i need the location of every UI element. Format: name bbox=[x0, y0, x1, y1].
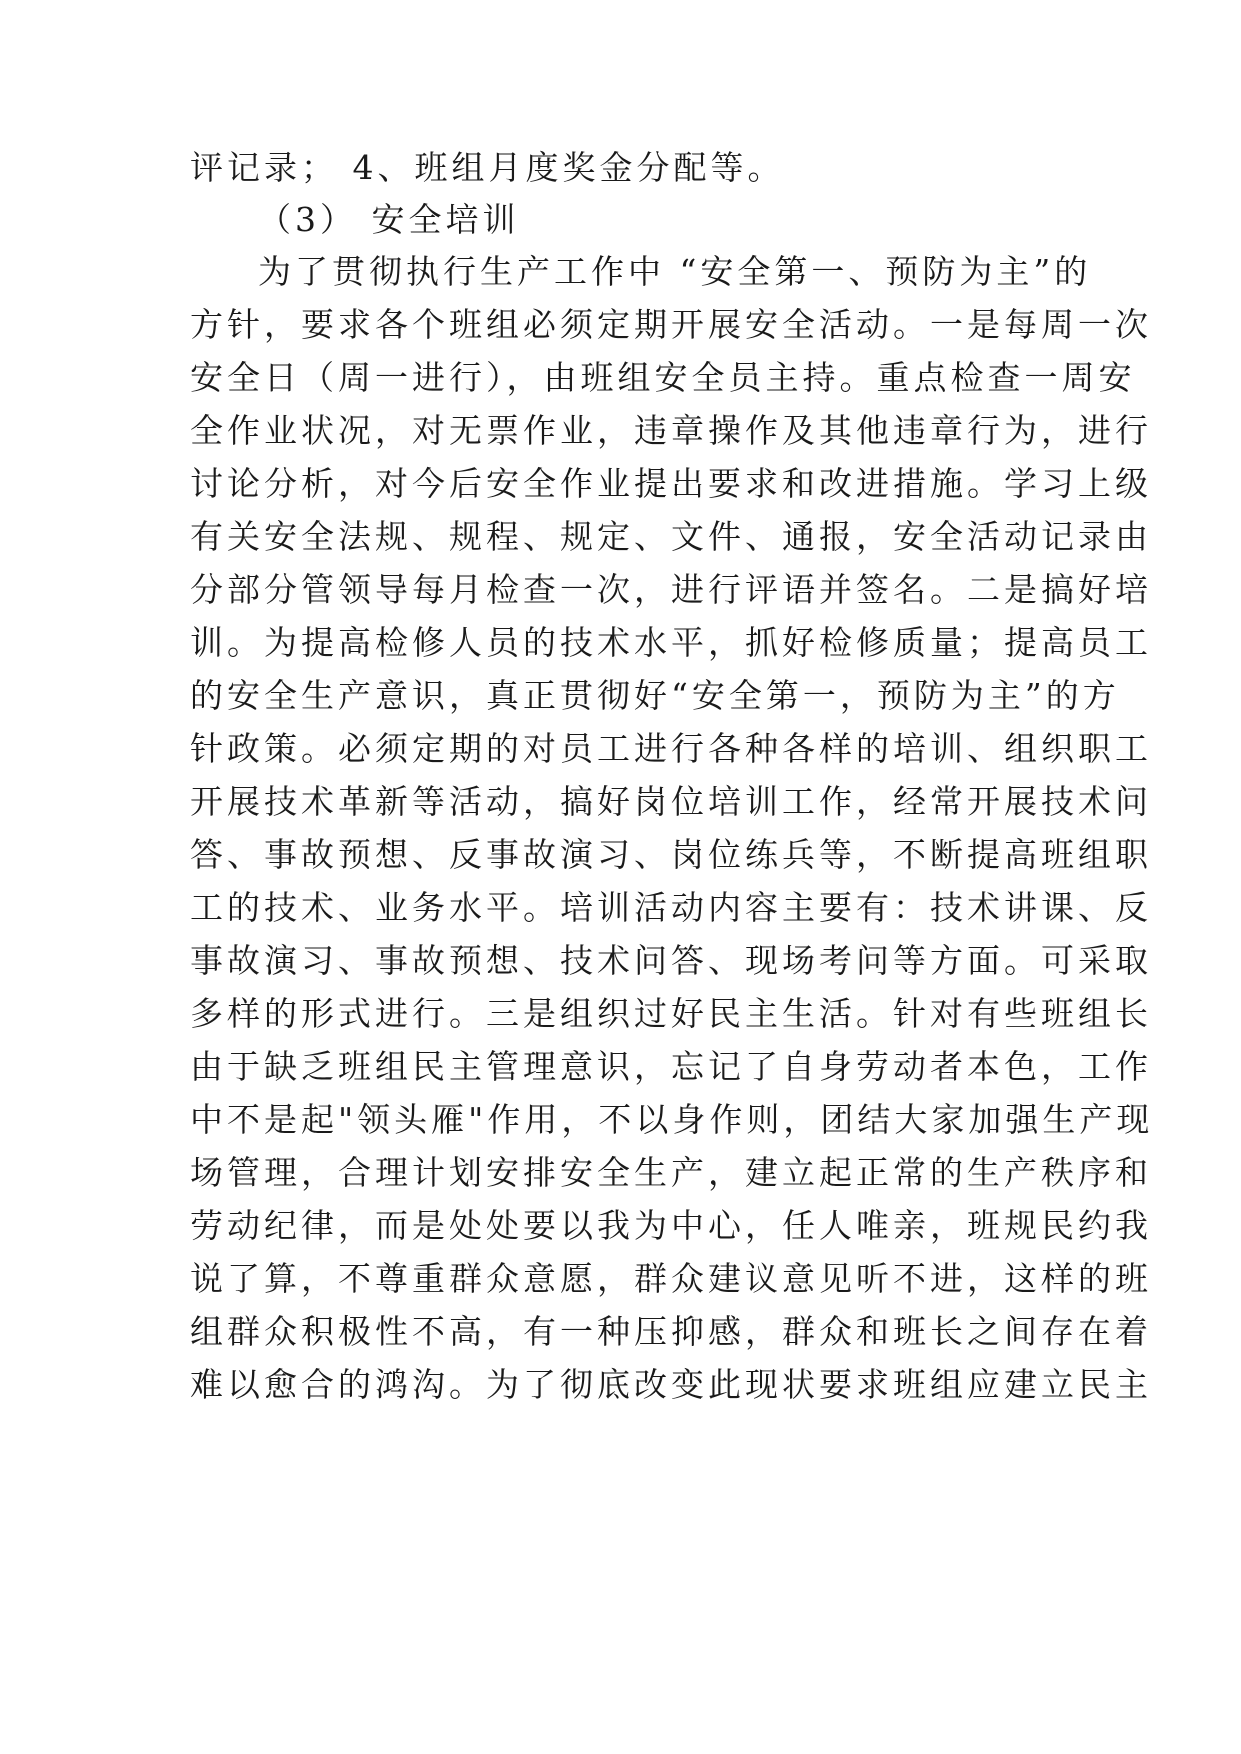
text-line-7: 讨论分析，对今后安全作业提出要求和改进措施。学习上级 bbox=[190, 464, 1152, 503]
text-line-19: 中不是起"领头雁"作用，不以身作则，团结大家加强生产现 bbox=[190, 1100, 1154, 1139]
text-line-12: 针政策。必须定期的对员工进行各种各样的培训、组织职工 bbox=[190, 729, 1152, 768]
text-line-13: 开展技术革新等活动，搞好岗位培训工作，经常开展技术问 bbox=[190, 782, 1152, 821]
text-line-4: 方针，要求各个班组必须定期开展安全活动。一是每周一次 bbox=[190, 305, 1152, 344]
text-line-18: 由于缺乏班组民主管理意识，忘记了自身劳动者本色，工作 bbox=[190, 1047, 1152, 1086]
text-line-11: 的安全生产意识，真正贯彻好“安全第一，预防为主”的方 bbox=[190, 676, 1120, 715]
text-line-1: 评记录； 4、班组月度奖金分配等。 bbox=[190, 148, 785, 187]
text-line-21: 劳动纪律，而是处处要以我为中心，任人唯亲，班规民约我 bbox=[190, 1206, 1152, 1245]
text-line-10: 训。为提高检修人员的技术水平，抓好检修质量；提高员工 bbox=[190, 623, 1152, 662]
paragraph-first-line: 为了贯彻执行生产工作中 “安全第一、预防为主”的 bbox=[258, 252, 1092, 291]
text-line-23: 组群众积极性不高，有一种压抑感，群众和班长之间存在着 bbox=[190, 1312, 1152, 1351]
text-line-16: 事故演习、事故预想、技术问答、现场考问等方面。可采取 bbox=[190, 941, 1152, 980]
text-line-15: 工的技术、业务水平。培训活动内容主要有：技术讲课、反 bbox=[190, 888, 1152, 927]
text-line-20: 场管理，合理计划安排安全生产，建立起正常的生产秩序和 bbox=[190, 1153, 1152, 1192]
text-line-14: 答、事故预想、反事故演习、岗位练兵等，不断提高班组职 bbox=[190, 835, 1152, 874]
section-heading: （3） 安全培训 bbox=[258, 200, 520, 239]
text-line-8: 有关安全法规、规程、规定、文件、通报，安全活动记录由 bbox=[190, 517, 1152, 556]
text-line-17: 多样的形式进行。三是组织过好民主生活。针对有些班组长 bbox=[190, 994, 1152, 1033]
text-line-5: 安全日（周一进行），由班组安全员主持。重点检查一周安 bbox=[190, 358, 1136, 397]
text-line-24: 难以愈合的鸿沟。为了彻底改变此现状要求班组应建立民主 bbox=[190, 1365, 1152, 1404]
text-line-6: 全作业状况，对无票作业，违章操作及其他违章行为，进行 bbox=[190, 411, 1152, 450]
text-line-22: 说了算，不尊重群众意愿，群众建议意见听不进，这样的班 bbox=[190, 1259, 1152, 1298]
text-line-9: 分部分管领导每月检查一次，进行评语并签名。二是搞好培 bbox=[190, 570, 1152, 609]
